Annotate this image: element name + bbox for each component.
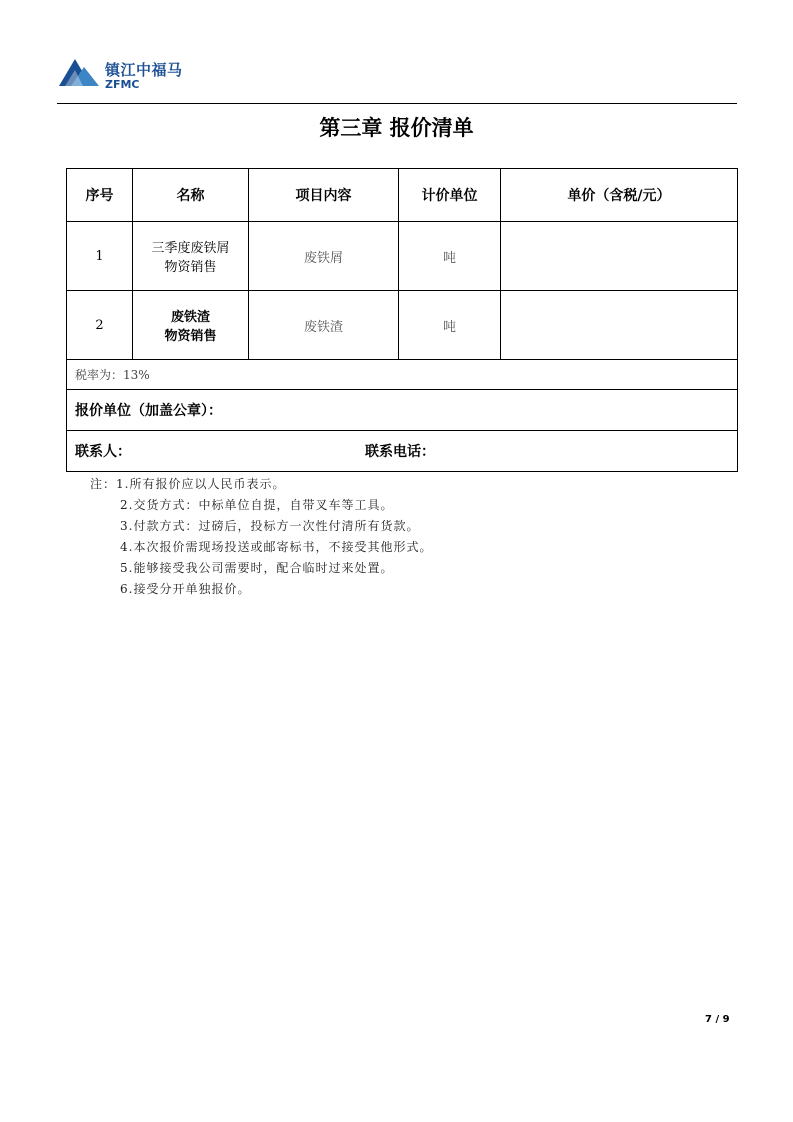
row-name bbox=[133, 291, 249, 360]
contact-phone-label: 联系电话： bbox=[365, 444, 435, 460]
contact-person-label: 联系人： bbox=[75, 444, 131, 460]
row-name-line1: 三季度废铁屑 bbox=[151, 241, 230, 256]
row-serial-no: 2 bbox=[67, 291, 133, 360]
tax-rate-row bbox=[67, 360, 738, 390]
page-number: 7 / 9 bbox=[705, 1014, 730, 1025]
row-name-line2: 物资销售 bbox=[164, 329, 217, 344]
notes-section bbox=[90, 474, 432, 600]
quote-unit-row bbox=[67, 390, 738, 431]
note-item: 5.能够接受我公司需要时，配合临时过来处置。 bbox=[120, 561, 394, 575]
row-serial-no: 1 bbox=[67, 222, 133, 291]
header-unit: 计价单位 bbox=[399, 169, 501, 222]
table-header-row bbox=[67, 169, 738, 222]
tax-rate-text: 税率为：13% bbox=[67, 360, 738, 390]
company-name: 镇江中福马 bbox=[105, 61, 183, 79]
header-divider bbox=[57, 103, 737, 104]
note-item: 4.本次报价需现场投送或邮寄标书，不接受其他形式。 bbox=[120, 540, 433, 554]
mountain-logo-icon bbox=[57, 56, 101, 90]
row-name bbox=[133, 222, 249, 291]
note-item: 3.付款方式：过磅后，投标方一次性付清所有货款。 bbox=[120, 519, 420, 533]
header-serial-no: 序号 bbox=[67, 169, 133, 222]
row-name-line2: 物资销售 bbox=[164, 260, 217, 275]
note-item: 2.交货方式：中标单位自提，自带叉车等工具。 bbox=[120, 498, 394, 512]
header-unit-price: 单价（含税/元） bbox=[501, 169, 738, 222]
company-abbreviation: ZFMC bbox=[105, 78, 140, 91]
company-logo bbox=[57, 56, 207, 92]
row-unit: 吨 bbox=[399, 222, 501, 291]
row-price-field[interactable] bbox=[501, 222, 738, 291]
table-row bbox=[67, 222, 738, 291]
table-row bbox=[67, 291, 738, 360]
row-price-field[interactable] bbox=[501, 291, 738, 360]
header-content: 项目内容 bbox=[249, 169, 399, 222]
note-item: 6.接受分开单独报价。 bbox=[120, 582, 251, 596]
contact-row bbox=[67, 431, 738, 472]
row-content: 废铁渣 bbox=[249, 291, 399, 360]
note-item: 注：1.所有报价应以人民币表示。 bbox=[90, 477, 286, 491]
row-unit: 吨 bbox=[399, 291, 501, 360]
contact-cell[interactable] bbox=[67, 431, 738, 472]
row-content: 废铁屑 bbox=[249, 222, 399, 291]
quote-unit-label[interactable]: 报价单位（加盖公章）： bbox=[67, 390, 738, 431]
quotation-table bbox=[66, 168, 738, 472]
page-title: 第三章 报价清单 bbox=[319, 116, 474, 140]
row-name-line1: 废铁渣 bbox=[170, 310, 210, 325]
header-name: 名称 bbox=[133, 169, 249, 222]
